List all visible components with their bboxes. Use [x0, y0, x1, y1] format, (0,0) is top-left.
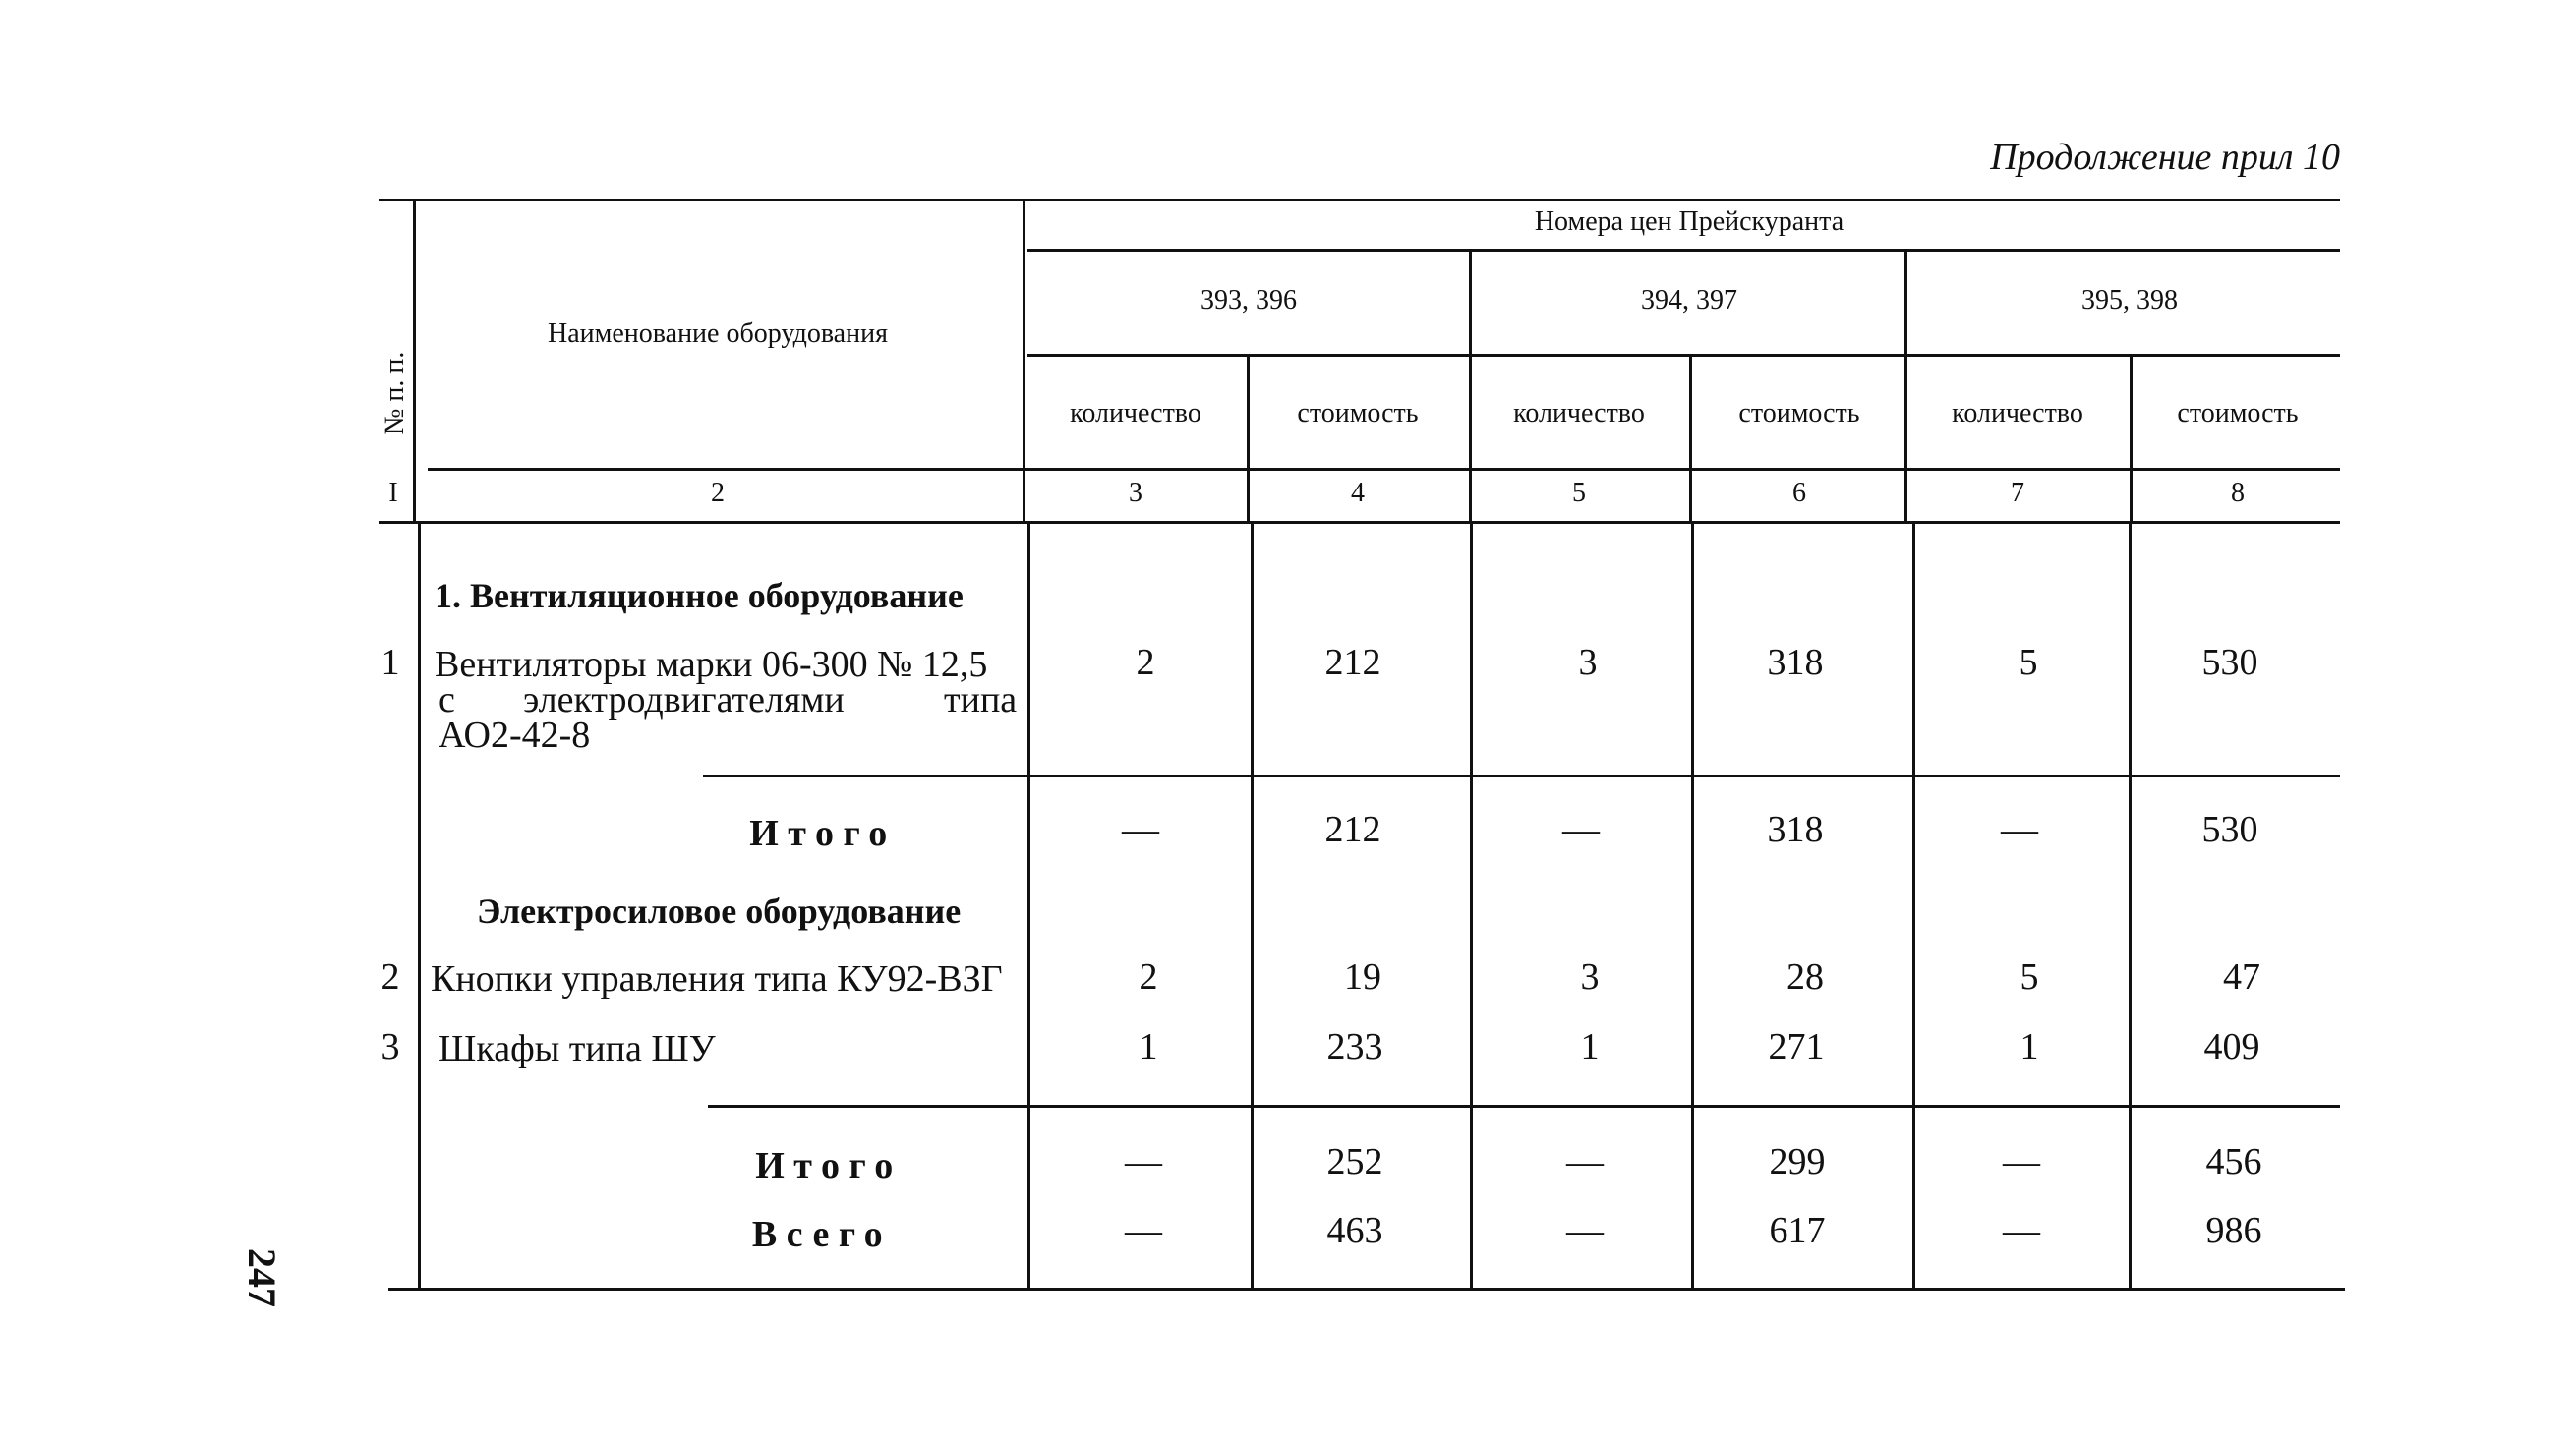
cell-value: — [1125, 1141, 1162, 1182]
cell-value: 986 [2205, 1210, 2262, 1251]
cell-value: 271 [1768, 1026, 1825, 1067]
total-label: Всего [751, 1214, 893, 1255]
cost-label: стоимость [1297, 398, 1419, 429]
cell-value: 233 [1326, 1026, 1383, 1067]
cell-value: — [1122, 809, 1159, 850]
row-name: типа [944, 679, 1018, 720]
cell-value: 3 [1578, 642, 1598, 683]
cell-value: 617 [1769, 1210, 1826, 1251]
cell-value: 28 [1786, 956, 1824, 998]
column-number: I [388, 478, 398, 508]
group-label: 395, 398 [2081, 285, 2178, 316]
cell-value: 318 [1767, 809, 1824, 850]
cell-value: 3 [1580, 956, 1600, 998]
column-number: 6 [1792, 478, 1806, 508]
cell-value: 530 [2201, 642, 2258, 683]
qty-label: количество [1070, 398, 1201, 429]
row-number: 3 [381, 1026, 400, 1067]
column-number: 2 [711, 478, 725, 508]
cell-value: 1 [2020, 1026, 2039, 1067]
cost-label: стоимость [2177, 398, 2299, 429]
cell-value: 456 [2205, 1141, 2262, 1182]
cell-value: — [1566, 1141, 1604, 1182]
cell-value: 47 [2223, 956, 2260, 998]
page-number: 247 [240, 1248, 284, 1307]
cell-value: 318 [1767, 642, 1824, 683]
row-name: Вентиляторы марки 06-300 № 12,5 [435, 644, 988, 685]
cell-value: 212 [1324, 642, 1381, 683]
header-num-label: № п. п. [380, 351, 410, 435]
cost-label: стоимость [1738, 398, 1860, 429]
cell-value: 2 [1136, 642, 1155, 683]
row-name: Кнопки управления типа КУ92-ВЗГ [431, 958, 1003, 1000]
section-title: 1. Вентиляционное оборудование [435, 576, 964, 615]
row-name: с [439, 679, 455, 720]
cell-value: 463 [1326, 1210, 1383, 1251]
column-number: 4 [1351, 478, 1365, 508]
group-label: 393, 396 [1200, 285, 1297, 316]
cell-value: — [2001, 809, 2038, 850]
cell-value: 299 [1769, 1141, 1826, 1182]
row-number: 2 [381, 956, 400, 998]
cell-value: 5 [2019, 642, 2038, 683]
continuation-title: Продолжение прил 10 [1990, 137, 2340, 178]
cell-value: 1 [1139, 1026, 1158, 1067]
row-number: 1 [381, 642, 400, 683]
cell-value: 5 [2020, 956, 2039, 998]
qty-label: количество [1952, 398, 2083, 429]
header-price-group: Номера цен Прейскуранта [1534, 206, 1844, 237]
cell-value: — [1562, 809, 1600, 850]
cell-value: — [2003, 1141, 2040, 1182]
row-name: Шкафы типа ШУ [439, 1028, 716, 1069]
cell-value: — [2003, 1210, 2040, 1251]
total-label: Итого [755, 1145, 903, 1186]
column-number: 5 [1572, 478, 1586, 508]
cell-value: 2 [1139, 956, 1158, 998]
cell-value: 19 [1344, 956, 1381, 998]
header-name-label: Наименование оборудования [548, 318, 888, 349]
qty-label: количество [1513, 398, 1645, 429]
group-label: 394, 397 [1641, 285, 1737, 316]
total-label: Итого [749, 813, 897, 854]
cell-value: 530 [2201, 809, 2258, 850]
cell-value: 409 [2203, 1026, 2260, 1067]
cell-value: — [1566, 1210, 1604, 1251]
cell-value: 212 [1324, 809, 1381, 850]
column-number: 8 [2231, 478, 2245, 508]
column-number: 3 [1129, 478, 1142, 508]
row-name: АО2-42-8 [439, 715, 591, 756]
row-name: электродвигателями [523, 679, 845, 720]
cell-value: 1 [1580, 1026, 1600, 1067]
section-title: Электросиловое оборудование [477, 892, 962, 931]
cell-value: 252 [1326, 1141, 1383, 1182]
column-number: 7 [2011, 478, 2024, 508]
cell-value: — [1125, 1210, 1162, 1251]
